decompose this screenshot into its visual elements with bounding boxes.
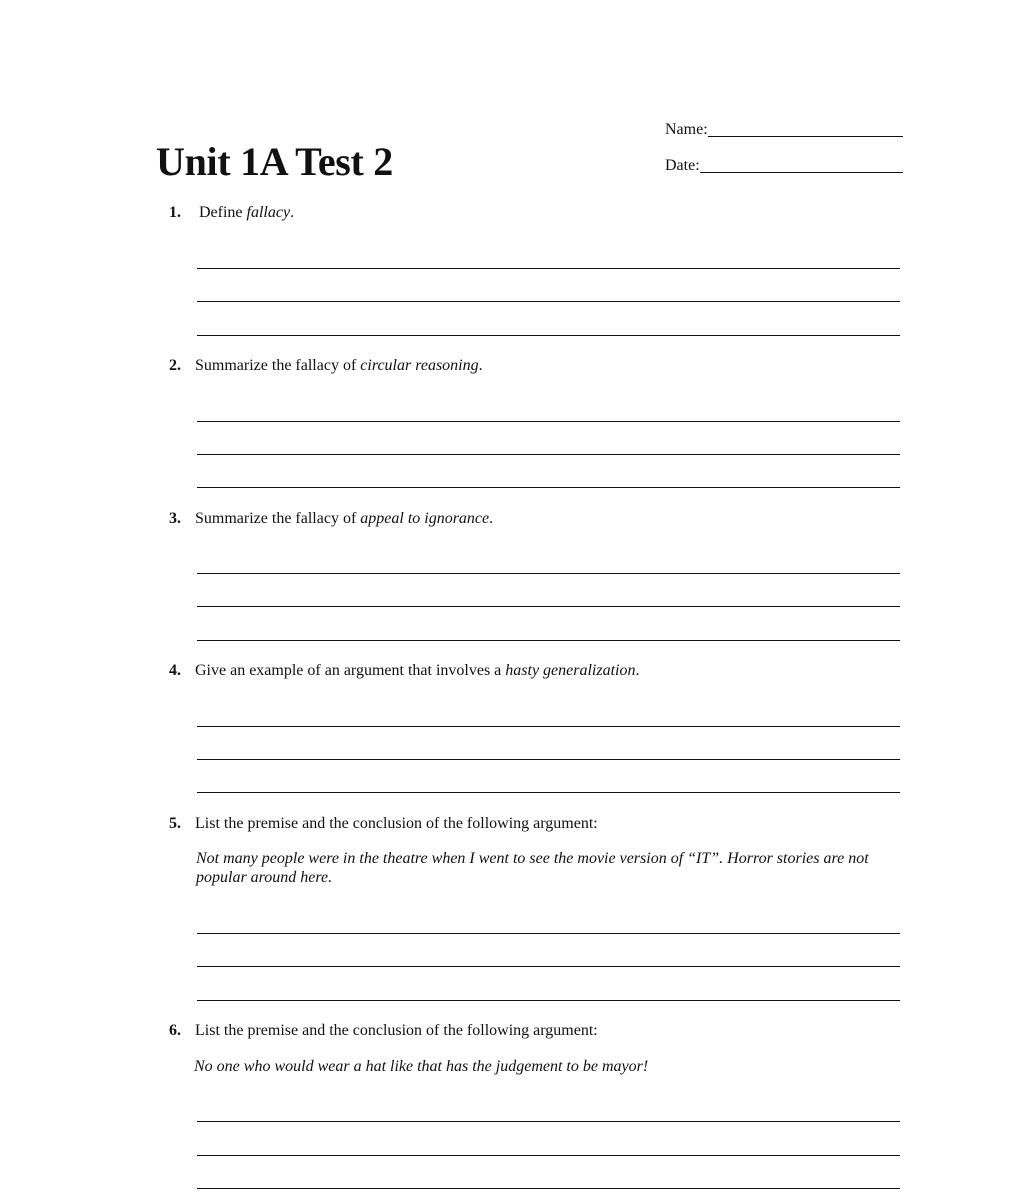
question-number: 6. xyxy=(169,1022,181,1039)
question-number: 5. xyxy=(169,815,181,832)
prompt-text: Give an example of an argument that involves a xyxy=(195,662,506,679)
question-number: 2. xyxy=(169,357,181,374)
prompt-text: Summarize the fallacy of xyxy=(195,510,361,527)
question-prompt xyxy=(169,509,493,529)
question-prompt xyxy=(169,661,640,681)
answer-line[interactable] xyxy=(197,487,900,488)
prompt-text: Define xyxy=(199,204,247,221)
answer-line[interactable] xyxy=(197,1000,900,1001)
prompt-end: . xyxy=(635,662,640,679)
prompt-end: . xyxy=(489,510,494,527)
date-label: Date: xyxy=(665,157,700,174)
answer-line[interactable] xyxy=(197,933,900,934)
answer-line[interactable] xyxy=(197,792,900,793)
answer-line[interactable] xyxy=(197,573,900,574)
prompt-term: hasty generalization xyxy=(505,662,636,679)
answer-line[interactable] xyxy=(197,335,900,336)
argument-quote: No one who would wear a hat like that has the judgement to be mayor! xyxy=(194,1058,649,1075)
question-prompt xyxy=(169,203,294,223)
answer-line[interactable] xyxy=(197,1188,900,1189)
answer-line[interactable] xyxy=(197,606,900,607)
answer-line[interactable] xyxy=(197,1155,900,1156)
prompt-term: circular reasoning xyxy=(360,357,479,374)
question-prompt xyxy=(169,356,483,376)
name-field[interactable] xyxy=(665,120,903,140)
answer-line[interactable] xyxy=(197,726,900,727)
question-number: 1. xyxy=(169,204,181,221)
prompt-text: List the premise and the conclusion of the following argument: xyxy=(195,1022,598,1039)
date-field[interactable] xyxy=(665,156,903,176)
answer-line[interactable] xyxy=(197,268,900,269)
date-blank-line[interactable] xyxy=(700,156,903,173)
prompt-term: appeal to ignorance xyxy=(360,510,490,527)
answer-line[interactable] xyxy=(197,421,900,422)
prompt-term: fallacy xyxy=(246,204,291,221)
question-number: 3. xyxy=(169,510,181,527)
answer-line[interactable] xyxy=(197,640,900,641)
argument-quote: Not many people were in the theatre when I went to see the movie version of “IT”. Horror stories are not popular around here. xyxy=(196,850,869,886)
name-label: Name: xyxy=(665,121,708,138)
answer-line[interactable] xyxy=(197,1121,900,1122)
prompt-end: . xyxy=(478,357,483,374)
prompt-text: List the premise and the conclusion of the following argument: xyxy=(195,815,598,832)
answer-line[interactable] xyxy=(197,301,900,302)
answer-line[interactable] xyxy=(197,454,900,455)
question-number: 4. xyxy=(169,662,181,679)
answer-line[interactable] xyxy=(197,759,900,760)
question-prompt xyxy=(169,814,598,834)
page-title: Unit 1A Test 2 xyxy=(156,139,393,184)
name-blank-line[interactable] xyxy=(708,120,903,137)
answer-line[interactable] xyxy=(197,966,900,967)
question-prompt xyxy=(169,1021,598,1041)
prompt-end: . xyxy=(290,204,295,221)
prompt-text: Summarize the fallacy of xyxy=(195,357,361,374)
